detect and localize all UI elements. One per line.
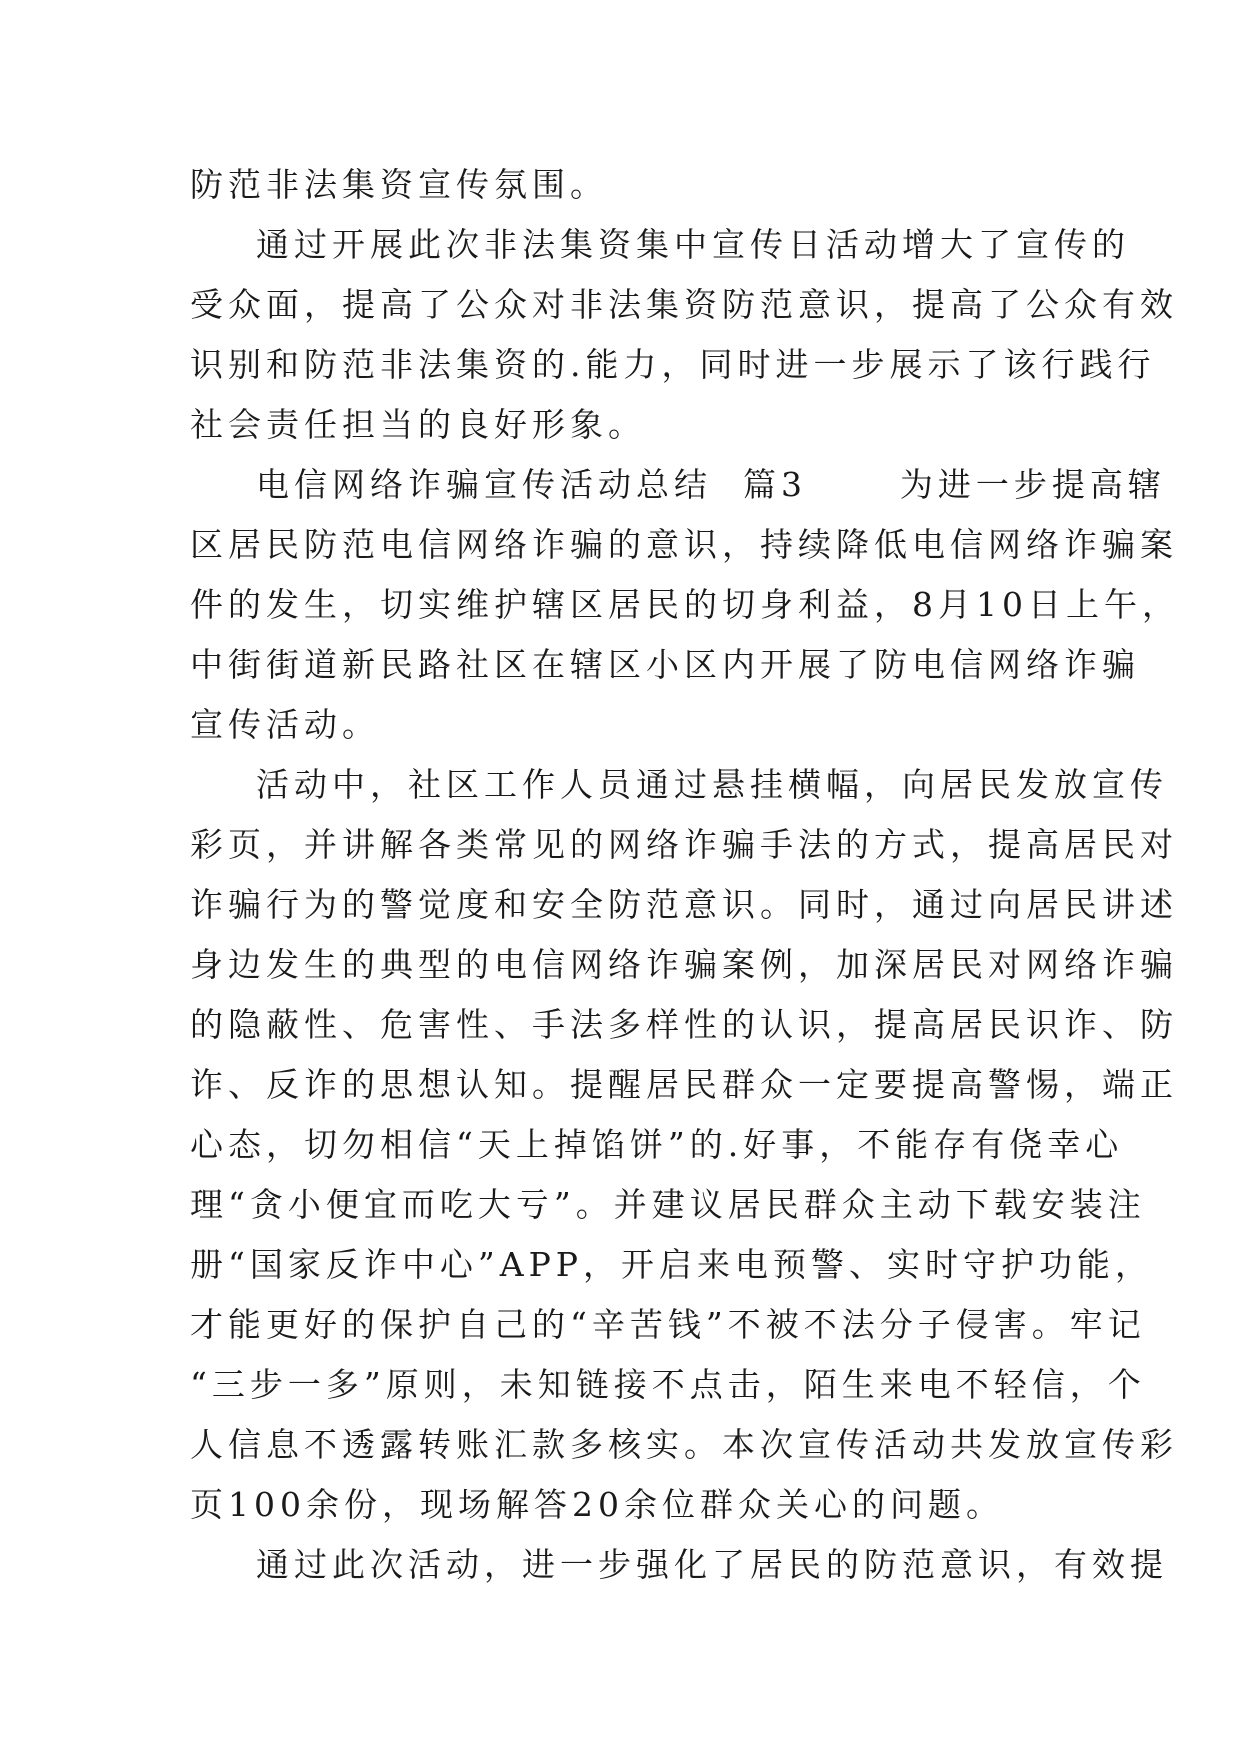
text-line-24: 通过此次活动，进一步强化了居民的防范意识，有效提 bbox=[256, 1545, 1168, 1584]
text-line-23: 页100余份，现场解答20余位群众关心的问题。 bbox=[190, 1485, 1004, 1524]
text-line-3: 受众面，提高了公众对非法集资防范意识，提高了公众有效 bbox=[190, 285, 1178, 324]
text-line-9: 中街街道新民路社区在辖区小区内开展了防电信网络诈骗 bbox=[190, 645, 1140, 684]
text-line-19: 册“国家反诈中心”APP，开启来电预警、实时守护功能， bbox=[190, 1245, 1153, 1284]
text-line-8: 件的发生，切实维护辖区居民的切身利益，8月10日上午， bbox=[190, 585, 1180, 624]
text-line-12: 彩页，并讲解各类常见的网络诈骗手法的方式，提高居民对 bbox=[190, 825, 1178, 864]
text-line-11: 活动中，社区工作人员通过悬挂横幅，向居民发放宣传 bbox=[256, 765, 1168, 804]
text-line-7: 区居民防范电信网络诈骗的意识，持续降低电信网络诈骗案 bbox=[190, 525, 1178, 564]
text-line-21: “三步一多”原则，未知链接不点击，陌生来电不轻信，个 bbox=[190, 1365, 1146, 1404]
text-line-10: 宣传活动。 bbox=[190, 705, 380, 744]
text-line-2: 通过开展此次非法集资集中宣传日活动增大了宣传的 bbox=[256, 225, 1130, 264]
text-line-5: 社会责任担当的良好形象。 bbox=[190, 405, 646, 444]
text-line-13: 诈骗行为的警觉度和安全防范意识。同时，通过向居民讲述 bbox=[190, 885, 1178, 924]
text-line-1: 防范非法集资宣传氛围。 bbox=[190, 165, 608, 204]
text-line-20: 才能更好的保护自己的“辛苦钱”不被不法分子侵害。牢记 bbox=[190, 1305, 1146, 1344]
text-line-22: 人信息不透露转账汇款多核实。本次宣传活动共发放宣传彩 bbox=[190, 1425, 1178, 1464]
text-line-15: 的隐蔽性、危害性、手法多样性的认识，提高居民识诈、防 bbox=[190, 1005, 1178, 1044]
text-line-18: 理“贪小便宜而吃大亏”。并建议居民群众主动下载安装注 bbox=[190, 1185, 1146, 1224]
text-line-17: 心态，切勿相信“天上掉馅饼”的.好事，不能存有侥幸心 bbox=[190, 1125, 1124, 1164]
text-line-14: 身边发生的典型的电信网络诈骗案例，加深居民对网络诈骗 bbox=[190, 945, 1178, 984]
text-line-4: 识别和防范非法集资的.能力，同时进一步展示了该行践行 bbox=[190, 345, 1156, 384]
text-line-16: 诈、反诈的思想认知。提醒居民群众一定要提高警惕，端正 bbox=[190, 1065, 1178, 1104]
section-heading-line: 电信网络诈骗宣传活动总结 篇3 为进一步提高辖 bbox=[256, 465, 1166, 504]
